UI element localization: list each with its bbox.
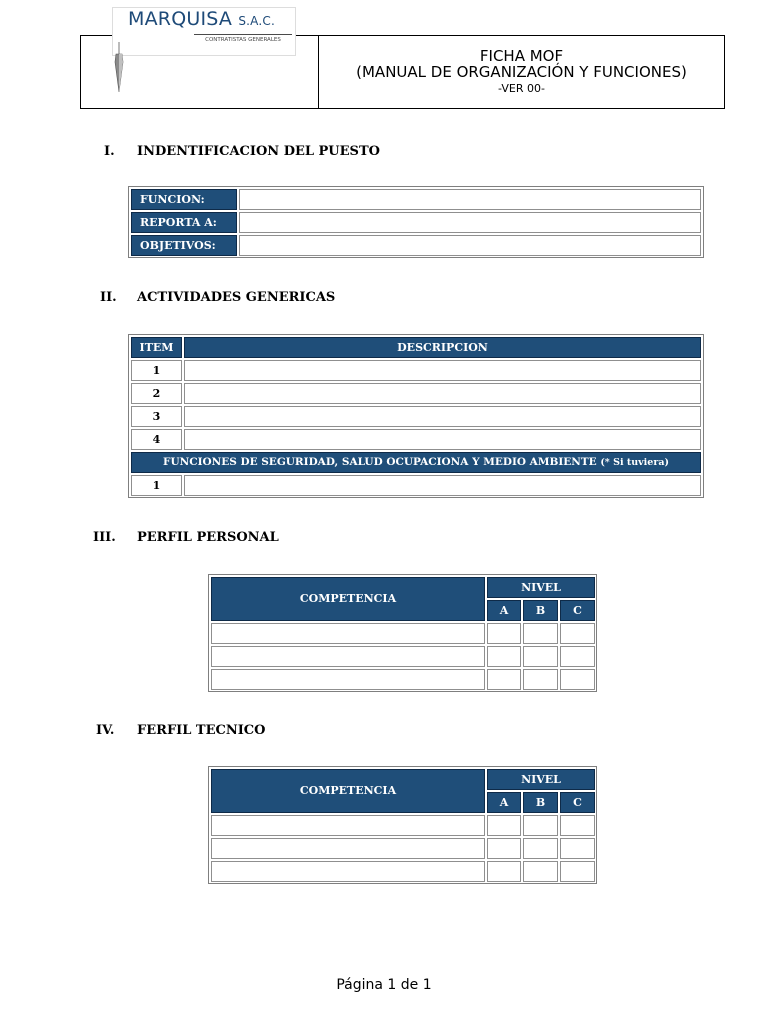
level-c-field[interactable] — [560, 861, 595, 882]
level-b-field[interactable] — [523, 838, 558, 859]
competencia-field[interactable] — [211, 861, 485, 882]
item-description-field[interactable] — [184, 360, 701, 381]
safety-header-text: FUNCIONES DE SEGURIDAD, SALUD OCUPACIONA Y MEDIO AMBIENTE — [163, 456, 597, 468]
doc-title: FICHA MOF — [479, 47, 564, 65]
level-c-header: C — [560, 792, 595, 813]
doc-version: -VER 00- — [498, 82, 545, 95]
funcion-field[interactable] — [239, 189, 701, 210]
label-funcion: FUNCION: — [131, 189, 237, 210]
item-description-field[interactable] — [184, 383, 701, 404]
col-nivel-header: NIVEL — [487, 577, 595, 598]
level-c-field[interactable] — [560, 623, 595, 644]
logo-name: MARQUISA S.A.C. — [128, 8, 275, 30]
logo-tagline: CONTRATISTAS GENERALES — [194, 34, 292, 46]
safety-description-field[interactable] — [184, 475, 701, 496]
personal-profile-table — [208, 574, 597, 692]
level-a-field[interactable] — [487, 861, 521, 882]
page-number: Página 1 de 1 — [336, 977, 432, 993]
level-b-field[interactable] — [523, 646, 558, 667]
competencia-field[interactable] — [211, 623, 485, 644]
competencia-field[interactable] — [211, 646, 485, 667]
section-title: ACTIVIDADES GENERICAS — [137, 290, 336, 305]
item-number: 1 — [131, 360, 182, 381]
label-objetivos: OBJETIVOS: — [131, 235, 237, 256]
item-number: 3 — [131, 406, 182, 427]
safety-header-note: (* Si tuviera) — [600, 457, 669, 468]
section-title: INDENTIFICACION DEL PUESTO — [137, 144, 380, 159]
item-number: 4 — [131, 429, 182, 450]
plumb-bob-icon — [112, 42, 126, 94]
reporta-field[interactable] — [239, 212, 701, 233]
level-a-field[interactable] — [487, 815, 521, 836]
col-nivel-header: NIVEL — [487, 769, 595, 790]
item-number: 2 — [131, 383, 182, 404]
level-b-field[interactable] — [523, 815, 558, 836]
level-a-header: A — [487, 600, 521, 621]
col-item-header: ITEM — [131, 337, 182, 358]
safety-item-number: 1 — [131, 475, 182, 496]
level-c-field[interactable] — [560, 646, 595, 667]
level-c-header: C — [560, 600, 595, 621]
level-b-header: B — [523, 792, 558, 813]
level-a-field[interactable] — [487, 646, 521, 667]
activities-table — [128, 334, 704, 498]
competencia-field[interactable] — [211, 815, 485, 836]
col-desc-header: DESCRIPCION — [184, 337, 701, 358]
col-competencia-header: COMPETENCIA — [211, 769, 485, 813]
objetivos-field[interactable] — [239, 235, 701, 256]
competencia-field[interactable] — [211, 669, 485, 690]
competencia-field[interactable] — [211, 838, 485, 859]
level-c-field[interactable] — [560, 669, 595, 690]
level-b-header: B — [523, 600, 558, 621]
col-competencia-header: COMPETENCIA — [211, 577, 485, 621]
level-a-header: A — [487, 792, 521, 813]
title-cell — [319, 36, 724, 108]
section-number: II. — [100, 290, 117, 305]
technical-profile-table — [208, 766, 597, 884]
level-b-field[interactable] — [523, 623, 558, 644]
section-number: IV. — [96, 723, 115, 738]
identification-table — [128, 186, 704, 258]
section-title: FERFIL TECNICO — [137, 723, 266, 738]
safety-functions-header — [131, 452, 701, 473]
doc-subtitle: (MANUAL DE ORGANIZACIÓN Y FUNCIONES) — [356, 63, 687, 81]
item-description-field[interactable] — [184, 429, 701, 450]
label-reporta: REPORTA A: — [131, 212, 237, 233]
level-b-field[interactable] — [523, 861, 558, 882]
level-a-field[interactable] — [487, 838, 521, 859]
section-number: III. — [93, 530, 116, 545]
level-c-field[interactable] — [560, 815, 595, 836]
level-a-field[interactable] — [487, 669, 521, 690]
section-number: I. — [104, 144, 115, 159]
section-title: PERFIL PERSONAL — [137, 530, 279, 545]
item-description-field[interactable] — [184, 406, 701, 427]
level-b-field[interactable] — [523, 669, 558, 690]
level-c-field[interactable] — [560, 838, 595, 859]
level-a-field[interactable] — [487, 623, 521, 644]
